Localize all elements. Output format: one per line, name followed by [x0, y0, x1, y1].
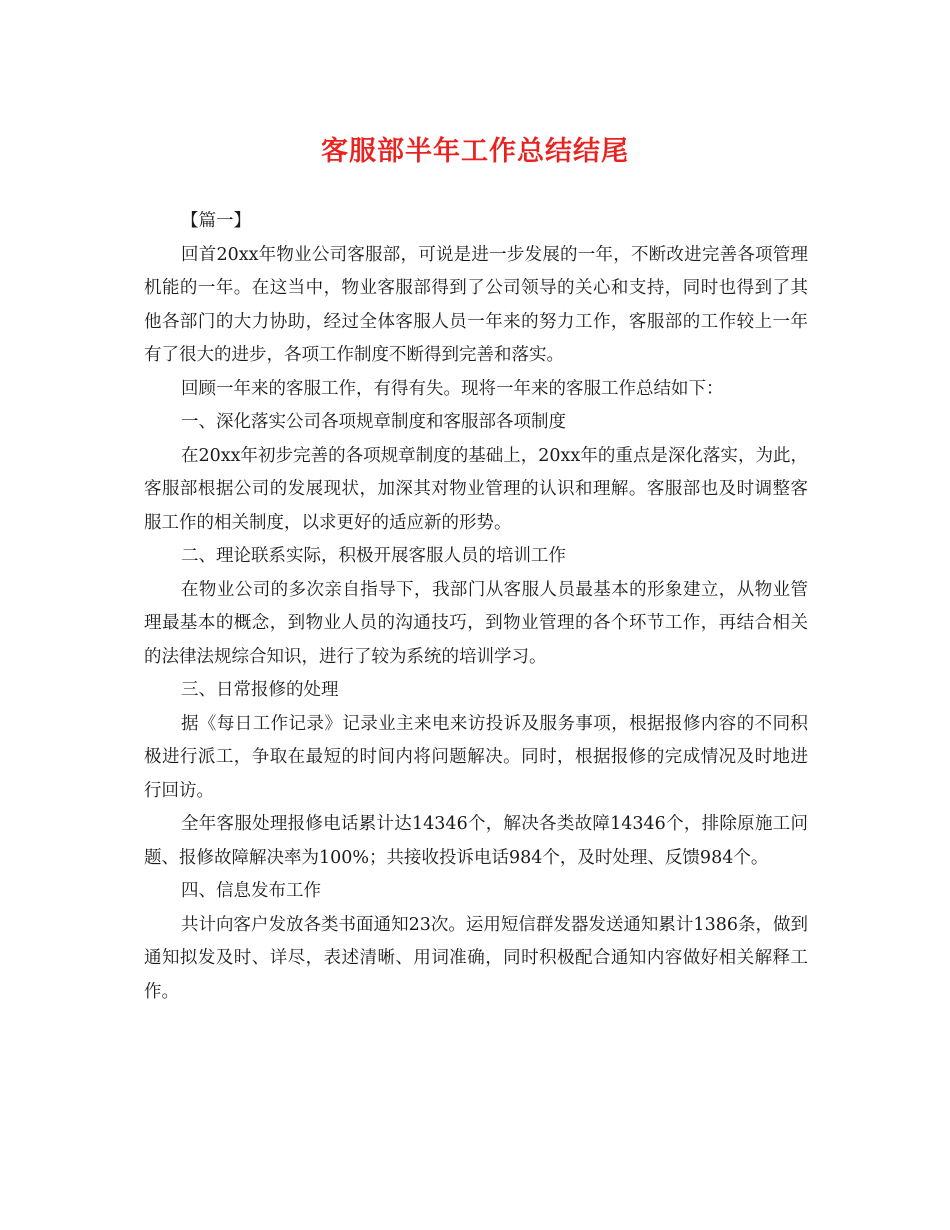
- document-body: [144, 205, 808, 1009]
- paragraph-review: 回顾一年来的客服工作，有得有失。现将一年来的客服工作总结如下：: [181, 378, 724, 399]
- paragraph-training: 在物业公司的多次亲自指导下，我部门从客服人员最基本的形象建立，从物业管理最基本的概念，到物业人员的沟通技巧，到物业管理的各个环节工作，再结合相关的法律法规综合知识，进行了较为系统的培训学习。: [144, 579, 808, 667]
- paragraph-notices: 共计向客户发放各类书面通知23次。运用短信群发器发送通知累计1386条，做到通知拟发及时、详尽，表述清晰、用词准确，同时积极配合通知内容做好相关解释工作。: [144, 914, 808, 1002]
- section-label: 【篇一】: [181, 211, 251, 231]
- heading-two: 二、理论联系实际，积极开展客服人员的培训工作: [181, 546, 566, 566]
- heading-one: 一、深化落实公司各项规章制度和客服部各项制度: [181, 412, 566, 432]
- paragraph-repairs: 据《每日工作记录》记录业主来电来访投诉及服务事项，根据报修内容的不同积极进行派工，争取在最短的时间内将问题解决。同时，根据报修的完成情况及时地进行回访。: [144, 713, 808, 801]
- document-title: 客服部半年工作总结结尾: [321, 136, 629, 167]
- paragraph-intro: 回首20xx年物业公司客服部，可说是进一步发展的一年，不断改进完善各项管理机能的一年。在这当中，物业客服部得到了公司领导的关心和支持，同时也得到了其他各部门的大力协助，经过全体客服人员一年来的努力工作，客服部的工作较上一年有了很大的进步，各项工作制度不断得到完善和落实。: [144, 244, 808, 365]
- paragraph-rules: 在20xx年初步完善的各项规章制度的基础上，20xx年的重点是深化落实，为此，客服部根据公司的发展现状，加深其对物业管理的认识和理解。客服部也及时调整客服工作的相关制度，以求更好的适应新的形势。: [144, 445, 808, 533]
- paragraph-statistics: 全年客服处理报修电话累计达14346个，解决各类故障14346个，排除原施工问题、报修故障解决率为100%；共接收投诉电话984个，及时处理、反馈984个。: [144, 814, 808, 868]
- heading-three: 三、日常报修的处理: [181, 680, 339, 700]
- heading-four: 四、信息发布工作: [181, 881, 321, 901]
